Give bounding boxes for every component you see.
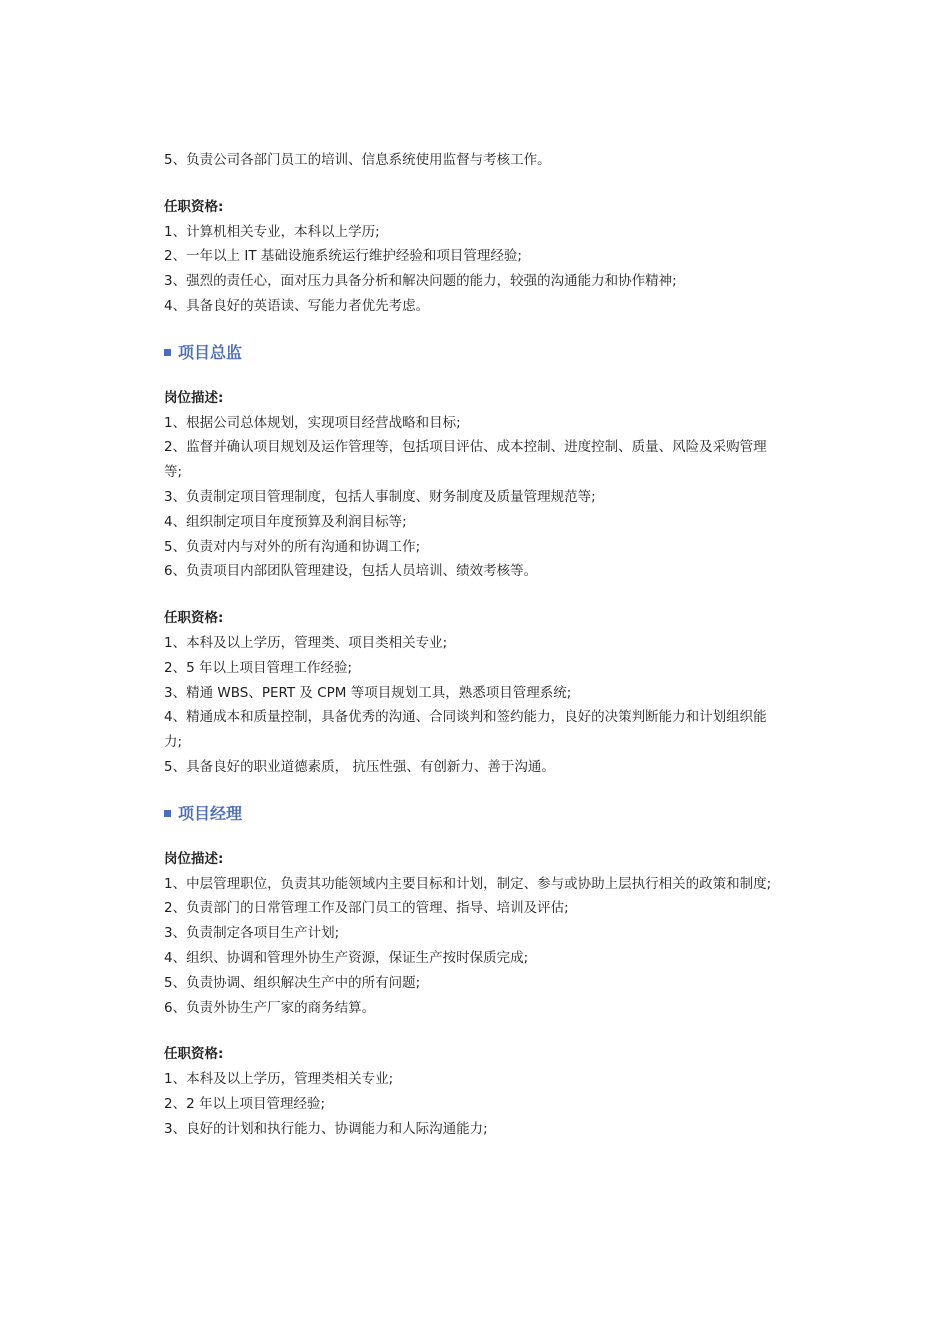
list-item: 4、精通成本和质量控制，具备优秀的沟通、合同谈判和签约能力，良好的决策判断能力和计划组织能力; (164, 709, 767, 751)
list-item: 6、负责项目内部团队管理建设，包括人员培训、绩效考核等。 (164, 563, 538, 580)
list-item: 2、一年以上 IT 基础设施系统运行维护经验和项目管理经验; (164, 248, 522, 265)
document-content (164, 148, 784, 1142)
section-title: 项目经理 (178, 803, 243, 823)
list-item: 1、根据公司总体规划，实现项目经营战略和目标; (164, 414, 461, 431)
section-title: 项目总监 (178, 342, 243, 362)
section-heading-project-director (164, 341, 784, 365)
square-bullet-icon (164, 810, 171, 817)
description-label: 岗位描述: (164, 389, 224, 406)
list-item: 3、良好的计划和执行能力、协调能力和人际沟通能力; (164, 1120, 488, 1137)
list-item: 5、具备良好的职业道德素质， 抗压性强、有创新力、善于沟通。 (164, 758, 555, 775)
qualification-label: 任职资格: (164, 198, 224, 215)
list-item: 3、负责制定项目管理制度，包括人事制度、财务制度及质量管理规范等; (164, 488, 596, 505)
list-item: 3、强烈的责任心，面对压力具备分析和解决问题的能力，较强的沟通能力和协作精神; (164, 273, 677, 290)
list-item: 2、5 年以上项目管理工作经验; (164, 659, 353, 676)
list-item: 3、负责制定各项目生产计划; (164, 925, 340, 942)
list-item: 4、组织制定项目年度预算及利润目标等; (164, 513, 407, 530)
list-item: 1、计算机相关专业，本科以上学历; (164, 223, 380, 240)
list-item: 4、具备良好的英语读、写能力者优先考虑。 (164, 297, 430, 314)
list-item: 5、负责对内与对外的所有沟通和协调工作; (164, 538, 421, 555)
qualification-label: 任职资格: (164, 610, 224, 627)
list-item: 1、本科及以上学历，管理类、项目类相关专业; (164, 634, 448, 651)
list-item: 2、监督并确认项目规划及运作管理等，包括项目评估、成本控制、进度控制、质量、风险及采购管理等; (164, 439, 767, 481)
list-item: 2、负责部门的日常管理工作及部门员工的管理、指导、培训及评估; (164, 900, 569, 917)
list-item: 5、负责协调、组织解决生产中的所有问题; (164, 974, 421, 991)
list-item: 3、精通 WBS、PERT 及 CPM 等项目规划工具，熟悉项目管理系统; (164, 684, 572, 701)
description-label: 岗位描述: (164, 850, 224, 867)
list-item: 1、本科及以上学历，管理类相关专业; (164, 1071, 394, 1088)
list-item: 2、2 年以上项目管理经验; (164, 1095, 326, 1112)
intro-line: 5、负责公司各部门员工的培训、信息系统使用监督与考核工作。 (164, 152, 551, 168)
list-item: 1、中层管理职位，负责其功能领域内主要目标和计划，制定、参与或协助上层执行相关的政策和制度; (164, 875, 772, 892)
list-item: 6、负责外协生产厂家的商务结算。 (164, 999, 376, 1016)
list-item: 4、组织、协调和管理外协生产资源，保证生产按时保质完成; (164, 949, 529, 966)
qualification-label: 任职资格: (164, 1046, 224, 1063)
section-heading-project-manager (164, 802, 784, 826)
square-bullet-icon (164, 349, 171, 356)
